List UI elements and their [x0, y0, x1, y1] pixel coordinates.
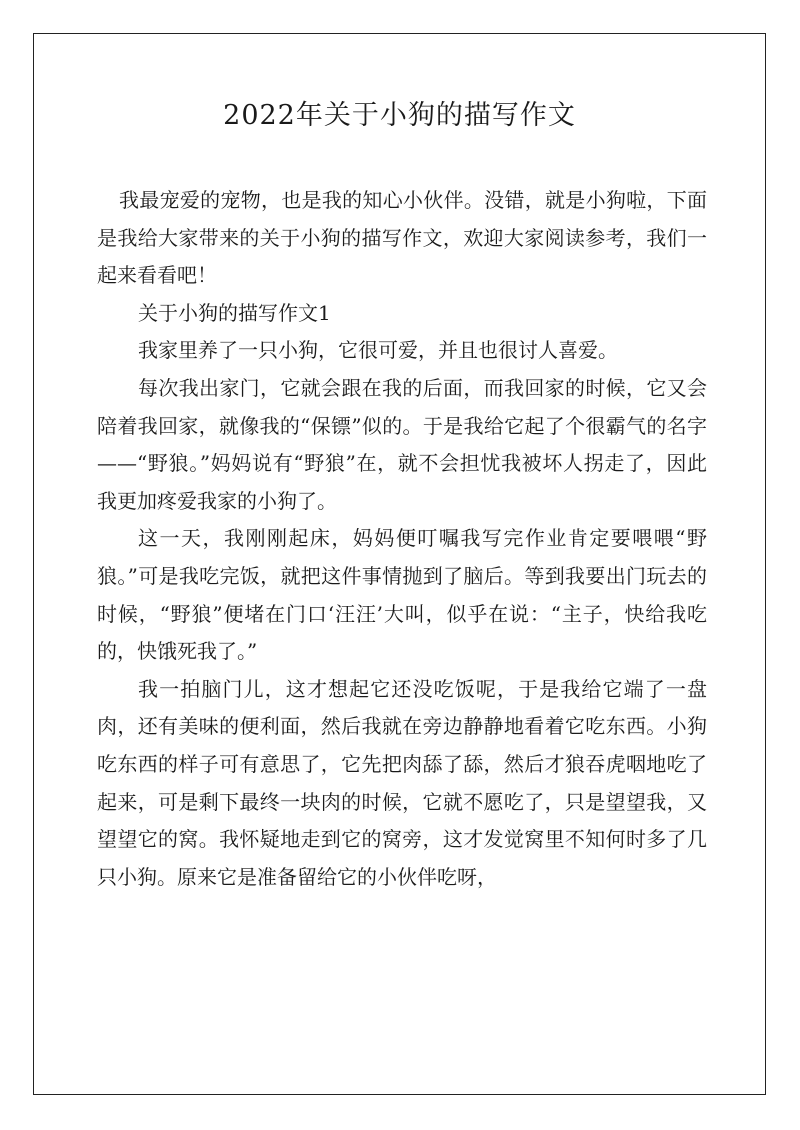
body-paragraph: 这一天，我刚刚起床，妈妈便叮嘱我写完作业肯定要喂喂“野狼。”可是我吃完饭，就把这件事情抛到了脑后。等到我要出门玩去的时候，“野狼”便堵在门口‘汪汪’大叫，似乎在说：“主子，快给我吃的，快饿死我了。” [97, 526, 707, 664]
intro-paragraph: 我最宠爱的宠物，也是我的知心小伙伴。没错，就是小狗啦，下面是我给大家带来的关于小狗的描写作文，欢迎大家阅读参考，我们一起来看看吧！ [97, 188, 707, 288]
section-heading: 关于小狗的描写作文1 [138, 300, 331, 325]
body-paragraph: 每次我出家门，它就会跟在我的后面，而我回家的时候，它又会陪着我回家，就像我的“保镖”似的。于是我给它起了个很霸气的名字——“野狼。”妈妈说有“野狼”在，就不会担忧我被坏人拐走了，因此我更加疼爱我家的小狗了。 [97, 375, 707, 513]
page-title: 2022年关于小狗的描写作文 [223, 100, 576, 131]
article-body [97, 182, 707, 896]
body-paragraph: 我一拍脑门儿，这才想起它还没吃饭呢，于是我给它端了一盘肉，还有美味的便利面，然后我就在旁边静静地看着它吃东西。小狗吃东西的样子可有意思了，它先把肉舔了舔，然后才狼吞虎咽地吃了起来，可是剩下最终一块肉的时候，它就不愿吃了，只是望望我，又望望它的窝。我怀疑地走到它的窝旁，这才发觉窝里不知何时多了几只小狗。原来它是准备留给它的小伙伴吃呀， [97, 676, 707, 889]
body-paragraph: 我家里养了一只小狗，它很可爱，并且也很讨人喜爱。 [138, 338, 618, 363]
